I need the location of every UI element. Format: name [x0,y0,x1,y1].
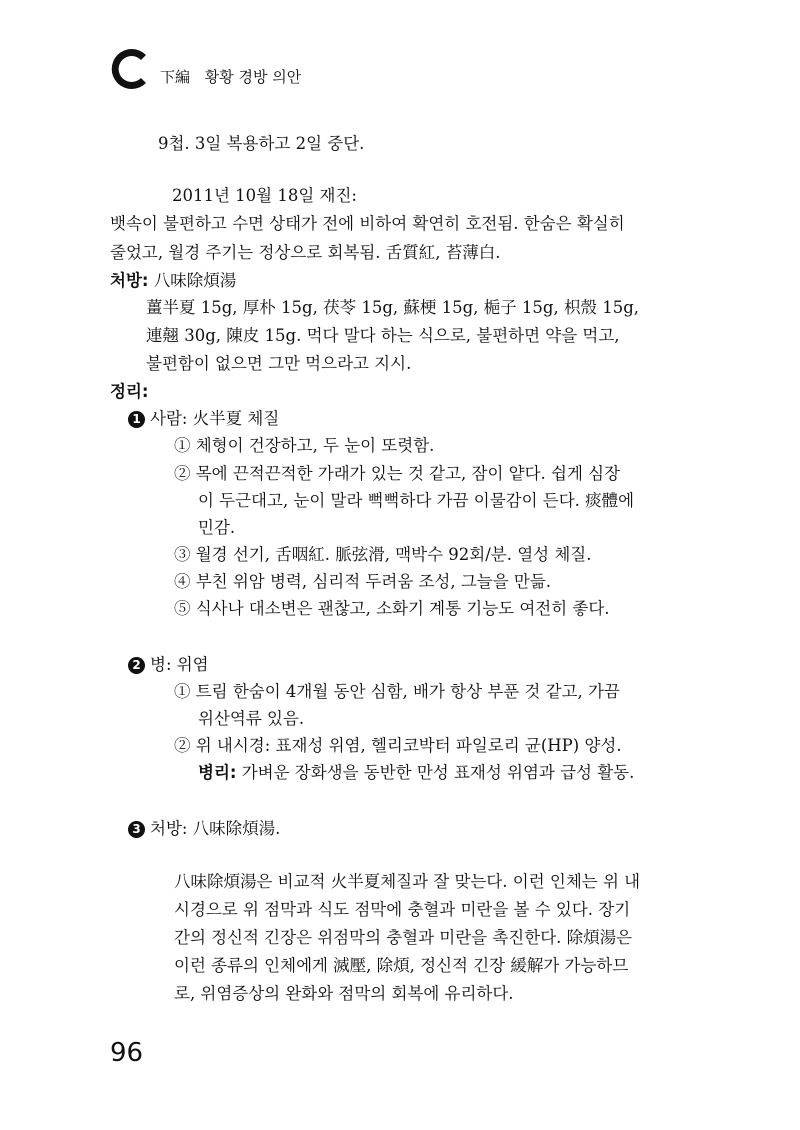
summary-heading: 정리: [110,382,149,401]
list-item-continuation: 민감. [198,518,236,537]
running-header [160,66,301,87]
section-number-badge: 3 [128,821,145,838]
paragraph-line: 로, 위염증상의 완화와 점막의 회복에 유리하다. [174,984,514,1003]
text-line: 불편함이 없으면 그만 먹으라고 지시. [146,354,412,373]
paragraph-line: 시경으로 위 점막과 식도 점막에 충혈과 미란을 볼 수 있다. 장기 [174,900,631,919]
section-2-heading [128,651,209,675]
prescription-line [110,267,236,291]
section-title: 황황 경방 의안 [204,68,302,86]
text-line: 薑半夏 15g, 厚朴 15g, 茯苓 15g, 蘇梗 15g, 梔子 15g, 枳殼 15g, [146,298,640,317]
section-number-badge: 1 [128,411,145,428]
section-1-heading [128,405,279,429]
section-number-badge: 2 [128,657,145,674]
section-title: 처방: 八味除煩湯. [150,819,281,838]
paragraph-line: 이런 종류의 인체에게 滅壓, 除煩, 정신적 긴장 緩解가 가능하므 [174,956,629,975]
list-item: ② 위 내시경: 표재성 위염, 헬리코박터 파일로리 균(HP) 양성. [174,736,622,755]
page-number: 96 [110,1038,144,1068]
revisit-date: 2011년 10월 18일 재진: [172,186,357,205]
paragraph-line: 간의 정신적 긴장은 위점막의 충혈과 미란을 촉진한다. 除煩湯은 [174,928,633,947]
text-line: 줄었고, 월경 주기는 정상으로 회복됨. 舌質紅, 苔薄白. [110,243,501,262]
text-line: 뱃속이 불편하고 수면 상태가 전에 비하여 확연히 호전됨. 한숨은 확실히 [110,214,625,233]
dosage-line: 9첩. 3일 복용하고 2일 중단. [158,134,365,153]
list-item: ① 트림 한숨이 4개월 동안 심함, 배가 항상 부푼 것 같고, 가끔 [174,682,620,701]
list-item-continuation: 위산역류 있음. [198,709,305,728]
book-part: 下編 [160,68,191,86]
text-line: 連翹 30g, 陳皮 15g. 먹다 말다 하는 식으로, 불편하면 약을 먹고, [146,326,620,345]
list-item: ② 목에 끈적끈적한 가래가 있는 것 같고, 잠이 얕다. 쉽게 심장 [174,464,621,483]
list-item: ④ 부친 위암 병력, 심리적 두려움 조성, 그늘을 만듦. [174,572,552,591]
paragraph-line: 八味除煩湯은 비교적 火半夏체질과 잘 맞는다. 이런 인체는 위 내 [174,872,641,891]
list-item-continuation: 이 두근대고, 눈이 말라 뻑뻑하다 가끔 이물감이 든다. 痰體에 [198,491,635,510]
section-title: 병: 위염 [150,655,209,674]
section-title: 사람: 火半夏 체질 [150,409,280,428]
list-item: ③ 월경 선기, 舌咽紅. 脈弦滑, 맥박수 92회/분. 열성 체질. [174,545,592,564]
list-item: ① 체형이 건장하고, 두 눈이 또렷함. [174,436,435,455]
prescription-label: 처방: [110,271,149,290]
prescription-name: 八味除煩湯 [148,271,237,290]
list-item: ⑤ 식사나 대소변은 괜찮고, 소화기 계통 기능도 여전히 좋다. [174,599,610,618]
section-3-heading [128,815,280,839]
pathology-line [198,759,634,783]
pathology-text: 가벼운 장화생을 동반한 만성 표재성 위염과 급성 활동. [236,763,635,782]
chapter-logo-icon [108,45,156,93]
pathology-label: 병리: [198,763,237,782]
